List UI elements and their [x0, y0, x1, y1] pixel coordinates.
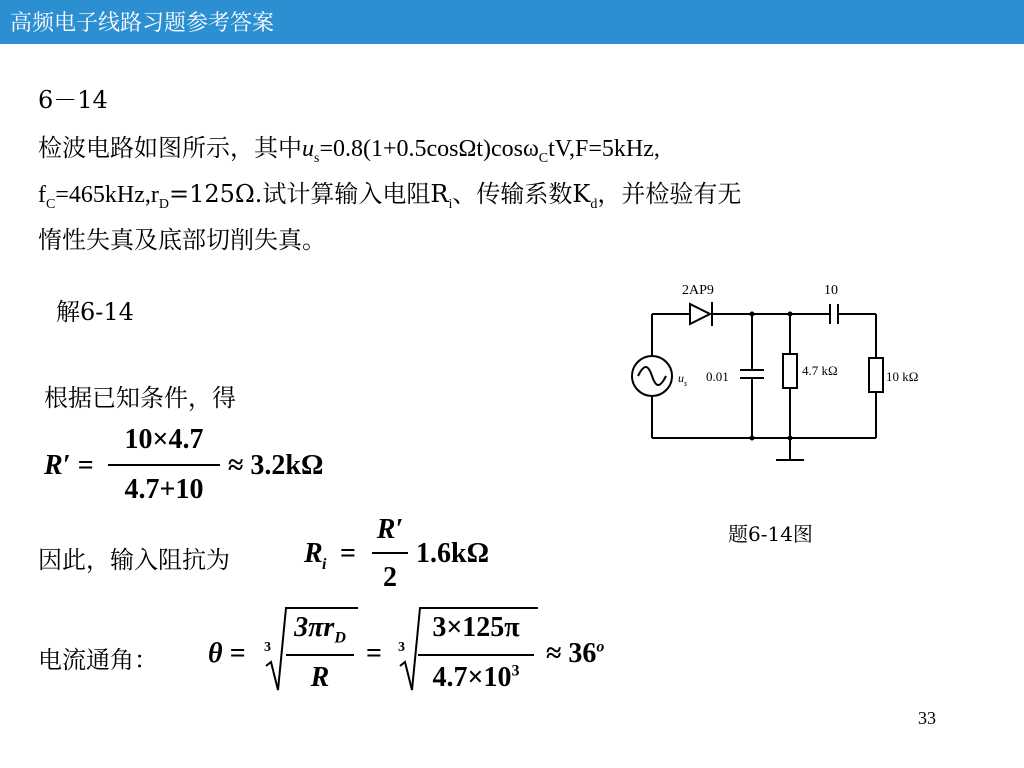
- figure-caption: 题6-14图: [728, 522, 813, 546]
- eq2-result: 1.6kΩ: [416, 538, 489, 569]
- eq3-denominator-2: $4.7\times 10^3$: [432, 662, 520, 693]
- problem-number: 6－14: [38, 86, 108, 114]
- eq3-text: 电流通角：: [38, 646, 158, 674]
- detector-circuit-diagram: [620, 276, 940, 472]
- eq3-numerator-2: 3×125π: [432, 612, 520, 643]
- eq1-fraction-bar: [108, 464, 220, 466]
- problem-line-1: 检波电路如图所示，其中$u_s=0.8(1+0.5\cos\Omega t)\cos\omega_CtV,F=5kHz$,: [38, 134, 660, 166]
- eq2-text: 因此，输入阻抗为: [38, 546, 230, 574]
- solution-heading: 解6-14: [56, 298, 134, 326]
- problem-line-3: 惰性失真及底部切削失真。: [38, 226, 326, 254]
- eq3-numerator-1: $3\pi r_D$: [294, 612, 346, 647]
- slide-title: 高频电子线路习题参考答案: [10, 11, 275, 36]
- filter-cap-label: 0.01: [706, 369, 729, 384]
- solution-intro: 根据已知条件，得: [44, 384, 236, 412]
- eq2-fraction-bar: [372, 552, 408, 554]
- eq2-numerator: R′: [376, 514, 404, 545]
- eq1-numerator: 10×4.7: [124, 424, 204, 455]
- source-label: $u_s$: [678, 371, 688, 388]
- eq1-denominator: 4.7+10: [124, 474, 204, 505]
- page-number: 33: [918, 708, 936, 728]
- eq3-fraction-bar-1: [286, 654, 354, 656]
- resistor-4-7k-label: 4.7 kΩ: [802, 363, 838, 378]
- eq3-fraction-bar-2: [418, 654, 534, 656]
- ac-source-icon: [638, 367, 666, 385]
- eq3-denominator-1: R: [310, 662, 330, 693]
- eq2-denominator: 2: [383, 562, 397, 593]
- diode-label: 2AP9: [682, 283, 714, 298]
- eq1-result: ≈ 3.2kΩ: [228, 450, 324, 481]
- coupling-cap-label: 10: [824, 283, 838, 298]
- eq3-result: ≈ $36^o$: [546, 638, 605, 669]
- resistor-10k-label: 10 kΩ: [886, 369, 919, 384]
- problem-line-2: $f_C=465kHz,r_D=125\Omega$.试计算输入电阻$R_i$、传输系数$K_d$，并检验有无: [38, 180, 742, 212]
- title-bar: [0, 0, 1024, 44]
